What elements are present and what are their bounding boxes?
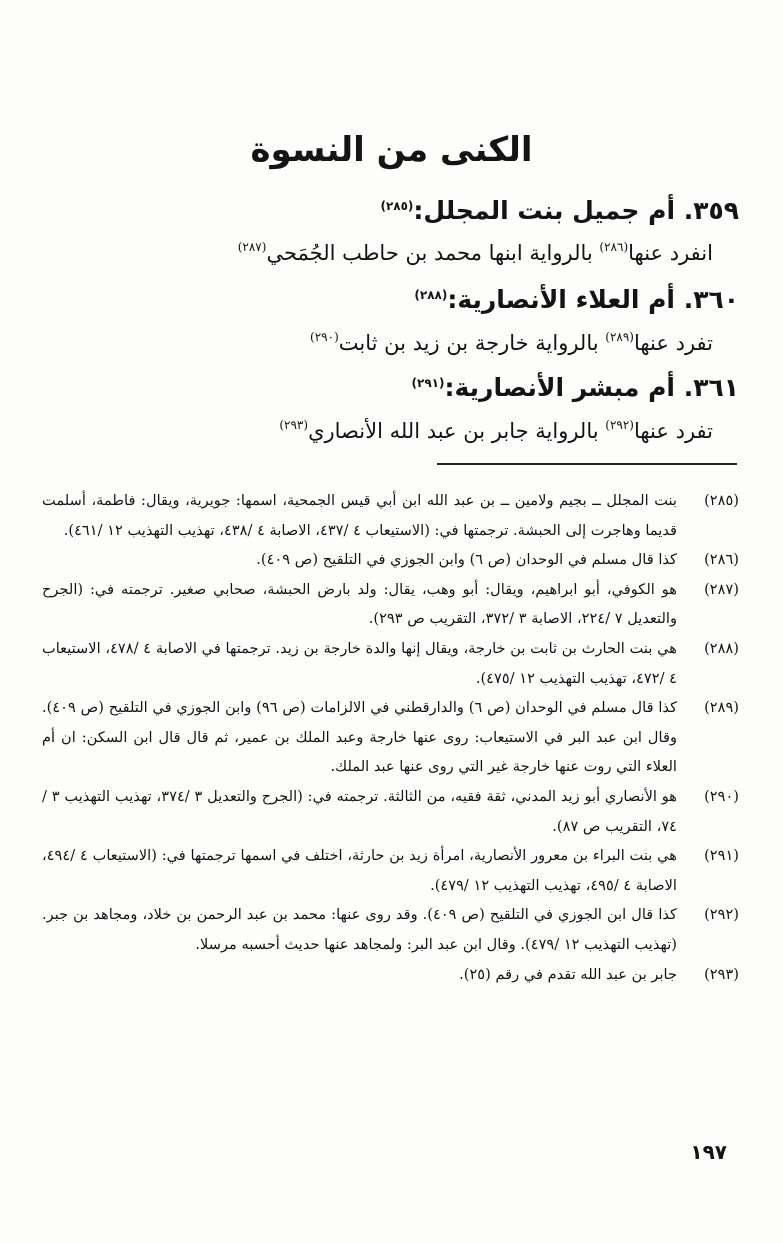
- footnote: [42, 545, 739, 575]
- chapter-title: الكنى من النسوة: [250, 130, 533, 170]
- footnote-text: هو الأنصاري أبو زيد المدني، ثقة فقيه، من الثالثة. ترجمته في: (الجرح والتعديل ٣ /٣٧٤، تهذيب التهذيب ٣ /٧٤، التقريب ص ٨٧).: [42, 787, 677, 835]
- footnote-number: (٢٨٨): [704, 639, 739, 657]
- footnote-ref[interactable]: (٢٨٧): [237, 240, 267, 254]
- entry-text-part: بالرواية خارجة بن زيد بن ثابت: [338, 331, 606, 355]
- footnote: [42, 575, 739, 634]
- footnote-number: (٢٨٥): [704, 492, 739, 509]
- footnote: [42, 693, 739, 782]
- footnote: [42, 782, 739, 841]
- footnote-ref[interactable]: (٢٨٥): [380, 199, 414, 213]
- entry-heading: [40, 285, 739, 314]
- footnote-number: (٢٨٧): [704, 580, 739, 598]
- footnotes: [42, 486, 739, 989]
- entry-heading: [40, 196, 739, 225]
- footnote-number: (٢٩١): [704, 847, 739, 865]
- footnote-ref[interactable]: (٢٩٢): [605, 418, 634, 432]
- entry-text: [40, 418, 713, 443]
- footnote-separator: [437, 463, 737, 465]
- entry-text-part: انفرد عنها: [628, 241, 713, 265]
- entry-title: ٣٦٠. أم العلاء الأنصارية:: [447, 285, 739, 314]
- entry-text-part: تفرد عنها: [633, 331, 713, 355]
- footnote-text: كذا قال مسلم في الوحدان (ص ٦) والدارقطني في الالزامات (ص ٩٦) وابن الجوزي في التلقيح (ص ٤٠٩). وقال ابن عبد البر في الاستيعاب: روى عنها خارجة وعبد الملك بن عمير، ثم قال قال ابن السكن: ان أم العلاء التي روت عنها خارجة غير التي روى عنها عبد الملك.: [42, 699, 678, 776]
- footnote-ref[interactable]: (٢٨٩): [605, 330, 634, 344]
- entry-title: ٣٥٩. أم جميل بنت المجلل:: [413, 196, 739, 225]
- footnote-text: كذا قال مسلم في الوحدان (ص ٦) وابن الجوزي في التلقيح (ص ٤٠٩).: [256, 551, 677, 569]
- footnote-text: بنت المجلل ــ بجيم ولامين ــ بن عبد الله ابن أبي قيس الجمحية، اسمها: جويرية، ويقال: فاطمة، أسلمت قديما وهاجرت إلى الحبشة. ترجمتها في: (الاستيعاب ٤ /٤٣٧، الاصابة ٤ /٤٣٨، تهذيب التهذيب ١٢ /٤٦١).: [42, 492, 677, 539]
- footnote-ref[interactable]: (٢٨٨): [414, 288, 448, 302]
- footnote: [42, 900, 739, 959]
- footnote-number: (٢٩٢): [704, 906, 739, 924]
- footnote-number: (٢٩٠): [704, 787, 739, 805]
- footnote: [42, 486, 739, 545]
- footnote-ref[interactable]: (٢٩٠): [310, 330, 339, 344]
- footnote-ref[interactable]: (٢٨٦): [599, 240, 629, 254]
- entry-text: [40, 240, 713, 265]
- entry-text-part: تفرد عنها: [633, 419, 713, 443]
- footnote-ref[interactable]: (٢٩٣): [279, 418, 309, 432]
- entry-text: [40, 330, 713, 355]
- footnote-text: هو الكوفي، أبو ابراهيم، ويقال: أبو وهب، يقال: ولد بارض الحبشة، صحابي صغير. ترجمته في: (الجرح والتعديل ٧ /٢٢٤، الاصابة ٣ /٣٧٢، التقريب ص ٢٩٣).: [42, 580, 677, 628]
- entry-title: ٣٦١. أم مبشر الأنصارية:: [444, 373, 739, 402]
- footnote-text: هي بنت البراء بن معرور الأنصارية، امرأة زيد بن حارثة، اختلف في اسمها ترجمتها في: (الاستيعاب ٤ /٤٩٤، الاصابة ٤ /٤٩٥، تهذيب التهذيب ١٢ /٤٧٩).: [42, 847, 678, 894]
- footnote-number: (٢٩٣): [704, 965, 739, 983]
- entry-heading: [40, 373, 739, 402]
- footnote: [42, 841, 739, 900]
- footnote: [42, 960, 739, 990]
- footnote-ref[interactable]: (٢٩١): [411, 376, 445, 390]
- entry-text-part: بالرواية ابنها محمد بن حاطب الجُمَحي: [266, 241, 600, 265]
- footnote-text: كذا قال ابن الجوزي في التلقيح (ص ٤٠٩). وقد روى عنها: محمد بن عبد الرحمن بن خلاد، ومجاهد بن جبر. (تهذيب التهذيب ١٢ /٤٧٩). وقال ابن عبد البر: ولمجاهد عنها حديث أحسبه مرسلا.: [42, 906, 677, 953]
- footnote-text: جابر بن عبد الله تقدم في رقم (٢٥).: [459, 965, 677, 983]
- footnote-number: (٢٨٦): [704, 551, 739, 569]
- footnote-number: (٢٨٩): [704, 699, 739, 717]
- footnote: [42, 634, 739, 693]
- footnote-text: هي بنت الحارث بن ثابت بن خارجة، ويقال إنها والدة خارجة بن زيد. ترجمتها في الاصابة ٤ /٤٧٨، الاستيعاب ٤ /٤٧٢، تهذيب التهذيب ١٢ /٤٧٥).: [42, 639, 677, 687]
- page-number: ١٩٧: [690, 1140, 727, 1164]
- entry-text-part: بالرواية جابر بن عبد الله الأنصاري: [308, 419, 606, 443]
